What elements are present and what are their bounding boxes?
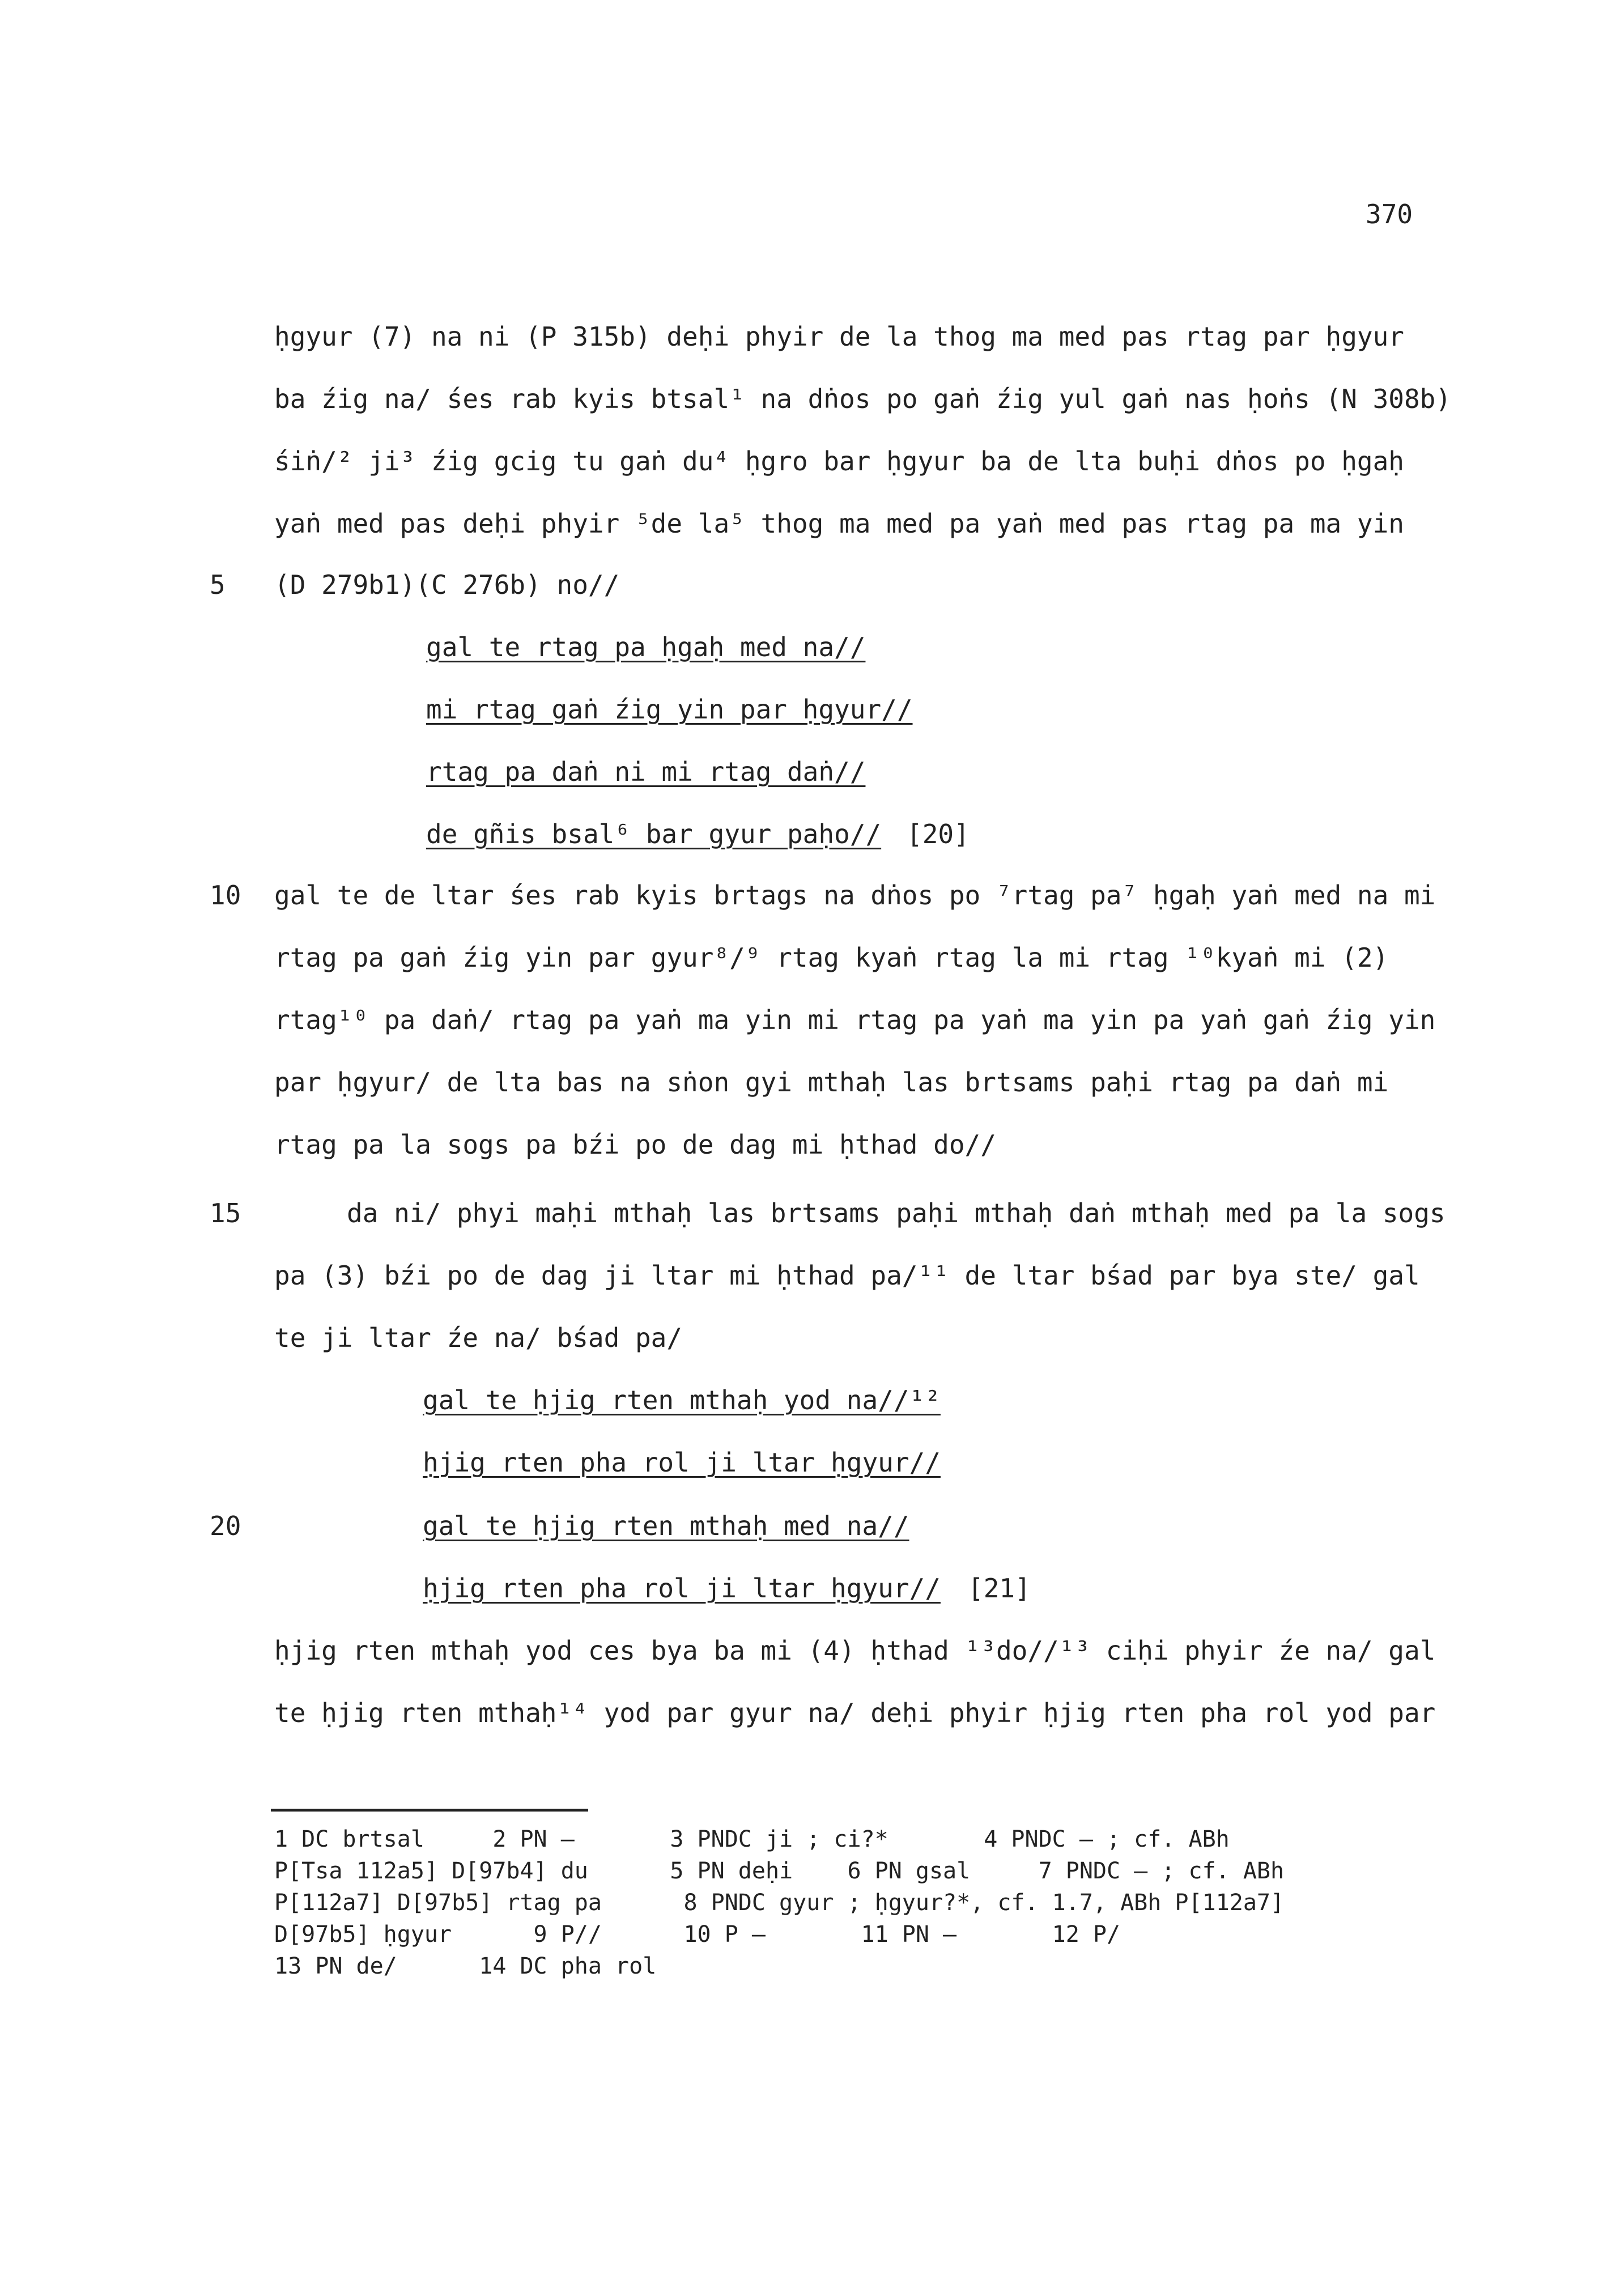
footnote-line: D[97b5] ḥgyur 9 P// 10 P — 11 PN — 12 P/ (274, 1921, 1121, 1948)
verse-line: mi rtag gaṅ źig yin par ḥgyur// (426, 694, 913, 725)
verse-line: gal te rtag pa ḥgaḥ med na// (426, 632, 866, 662)
text-line: yaṅ med pas deḥi phyir ⁵de la⁵ thog ma med pa yaṅ med pas rtag pa ma yin (274, 508, 1404, 539)
footnote-line: P[Tsa 112a5] D[97b4] du 5 PN deḥi 6 PN gsal 7 PNDC — ; cf. ABh (274, 1858, 1285, 1884)
text-line: te ḥjig rten mthaḥ¹⁴ yod par gyur na/ deḥi phyir ḥjig rten pha rol yod par (274, 1698, 1436, 1728)
verse-line: de gñis bsal⁶ bar gyur paḥo// (426, 819, 882, 849)
verse-line: gal te ḥjig rten mthaḥ yod na//¹² (423, 1385, 941, 1415)
footnote-line: 13 PN de/ 14 DC pha rol (274, 1953, 657, 1979)
line-number: 15 (210, 1198, 241, 1228)
text-line: par ḥgyur/ de lta bas na sṅon gyi mthaḥ las brtsams paḥi rtag pa daṅ mi (274, 1067, 1389, 1098)
line-number: 20 (210, 1511, 241, 1541)
text-line: ba źig na/ śes rab kyis btsal¹ na dṅos po gaṅ źig yul gaṅ nas ḥoṅs (N 308b) (274, 384, 1452, 414)
line-number: 10 (210, 880, 241, 911)
verse-line: rtag pa daṅ ni mi rtag daṅ// (426, 756, 866, 787)
text-line: da ni/ phyi maḥi mthaḥ las brtsams paḥi mthaḥ daṅ mthaḥ med pa la sogs (347, 1198, 1446, 1228)
text-line: rtag pa gaṅ źig yin par gyur⁸/⁹ rtag kyaṅ rtag la mi rtag ¹⁰kyaṅ mi (2) (274, 942, 1389, 973)
footnote-line: P[112a7] D[97b5] rtag pa 8 PNDC gyur ; ḥgyur?*, cf. 1.7, ABh P[112a7] (274, 1890, 1285, 1916)
verse-number: [20] (907, 819, 970, 849)
text-line: gal te de ltar śes rab kyis brtags na dṅos po ⁷rtag pa⁷ ḥgaḥ yaṅ med na mi (274, 880, 1436, 911)
text-line: śiṅ/² ji³ źig gcig tu gaṅ du⁴ ḥgro bar ḥgyur ba de lta buḥi dṅos po ḥgaḥ (274, 446, 1404, 477)
footnote-line: 1 DC brtsal 2 PN — 3 PNDC ji ; ci?* 4 PNDC — ; cf. ABh (274, 1826, 1230, 1852)
page-number: 370 (1366, 199, 1413, 229)
verse-line: ḥjig rten pha rol ji ltar ḥgyur// (423, 1573, 941, 1604)
footnote-rule (271, 1809, 588, 1812)
verse-line: ḥjig rten pha rol ji ltar ḥgyur// (423, 1447, 941, 1478)
verse-number: [21] (968, 1573, 1031, 1604)
text-line: rtag¹⁰ pa daṅ/ rtag pa yaṅ ma yin mi rtag pa yaṅ ma yin pa yaṅ gaṅ źig yin (274, 1005, 1436, 1035)
text-line: (D 279b1)(C 276b) no// (274, 569, 620, 600)
text-line: ḥjig rten mthaḥ yod ces bya ba mi (4) ḥthad ¹³do//¹³ ciḥi phyir źe na/ gal (274, 1635, 1436, 1666)
text-line: te ji ltar źe na/ bśad pa/ (274, 1323, 683, 1353)
text-line: pa (3) bźi po de dag ji ltar mi ḥthad pa/¹¹ de ltar bśad par bya ste/ gal (274, 1260, 1420, 1291)
verse-line: gal te ḥjig rten mthaḥ med na// (423, 1511, 909, 1541)
text-line: rtag pa la sogs pa bźi po de dag mi ḥthad do// (274, 1129, 996, 1160)
text-line: ḥgyur (7) na ni (P 315b) deḥi phyir de la thog ma med pas rtag par ḥgyur (274, 321, 1404, 352)
line-number: 5 (210, 569, 226, 600)
